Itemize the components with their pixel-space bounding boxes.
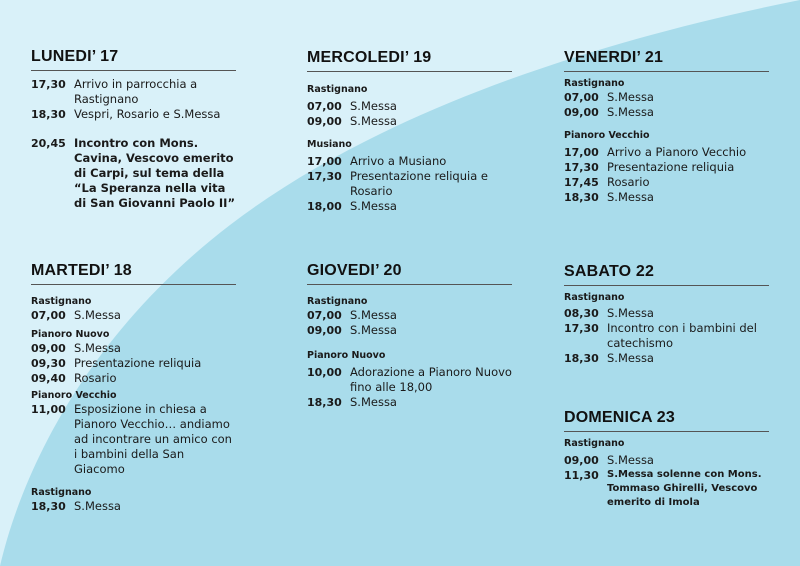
event: 11,30 S.Messa solenne con Mons. Tommaso Ghirelli, Vescovo emerito di Imola: [564, 469, 762, 508]
event: 07,00 S.Messa: [564, 90, 654, 104]
event: 09,30 Presentazione reliquia: [31, 356, 202, 370]
event: 08,30 S.Messa: [564, 306, 654, 320]
event: 18,30 S.Messa: [564, 351, 654, 365]
event: 20,45 Incontro con Mons. Cavina, Vescovo emerito di Carpi, sul tema della “La Speranza nella vita di San Giovanni Paolo II”: [31, 136, 236, 210]
day-martedi: [31, 262, 236, 514]
day-domenica: [564, 409, 769, 510]
day-title: GIOVEDI’ 20: [307, 262, 512, 285]
location-label: Rastignano: [564, 438, 625, 449]
day-title: SABATO 22: [564, 263, 769, 286]
location-label: Rastignano: [31, 487, 92, 498]
event: 17,00 Arrivo a Musiano: [307, 154, 447, 168]
day-mercoledi: [307, 49, 512, 214]
event: 07,00 S.Messa: [307, 308, 397, 322]
day-title: MERCOLEDI’ 19: [307, 49, 512, 72]
location-label: Pianoro Vecchio: [31, 390, 117, 401]
event: 09,00 S.Messa: [564, 453, 654, 467]
event: 07,00 S.Messa: [31, 308, 121, 322]
location-label: Musiano: [307, 139, 352, 150]
event: 18,30 S.Messa: [307, 395, 397, 409]
event: 18,30 S.Messa: [564, 190, 654, 204]
event: 09,00 S.Messa: [307, 114, 397, 128]
event: 07,00 S.Messa: [307, 99, 397, 113]
location-label: Pianoro Nuovo: [307, 350, 386, 361]
location-label: Rastignano: [307, 296, 368, 307]
location-label: Pianoro Nuovo: [31, 329, 110, 340]
event: 09,00 S.Messa: [564, 105, 654, 119]
day-lunedi: [31, 48, 236, 211]
day-sabato: [564, 263, 769, 366]
event: 17,30 Incontro con i bambini del catechismo: [564, 321, 757, 350]
event: 18,00 S.Messa: [307, 199, 397, 213]
event: 17,30 Presentazione reliquia e Rosario: [307, 169, 488, 198]
location-label: Rastignano: [564, 292, 625, 303]
event: 09,00 S.Messa: [31, 341, 121, 355]
day-title: VENERDI’ 21: [564, 49, 769, 72]
event: 09,00 S.Messa: [307, 323, 397, 337]
event: 09,40 Rosario: [31, 371, 117, 385]
event: 11,00 Esposizione in chiesa a Pianoro Vecchio… andiamo ad incontrare un amico con i bambini della San Giacomo: [31, 402, 232, 476]
event: 17,30 Arrivo in parrocchia a Rastignano: [31, 77, 198, 106]
event: 18,30 Vespri, Rosario e S.Messa: [31, 107, 221, 121]
location-label: Rastignano: [31, 296, 92, 307]
day-title: MARTEDI’ 18: [31, 262, 236, 285]
location-label: Pianoro Vecchio: [564, 130, 650, 141]
event: 17,45 Rosario: [564, 175, 650, 189]
location-label: Rastignano: [564, 78, 625, 89]
event: 17,00 Arrivo a Pianoro Vecchio: [564, 145, 747, 159]
day-giovedi: [307, 262, 512, 410]
event: 18,30 S.Messa: [31, 499, 121, 513]
day-title: DOMENICA 23: [564, 409, 769, 432]
day-venerdi: [564, 49, 769, 205]
event: 10,00 Adorazione a Pianoro Nuovo fino alle 18,00: [307, 365, 512, 394]
location-label: Rastignano: [307, 84, 368, 95]
event: 17,30 Presentazione reliquia: [564, 160, 735, 174]
day-title: LUNEDI’ 17: [31, 48, 236, 71]
